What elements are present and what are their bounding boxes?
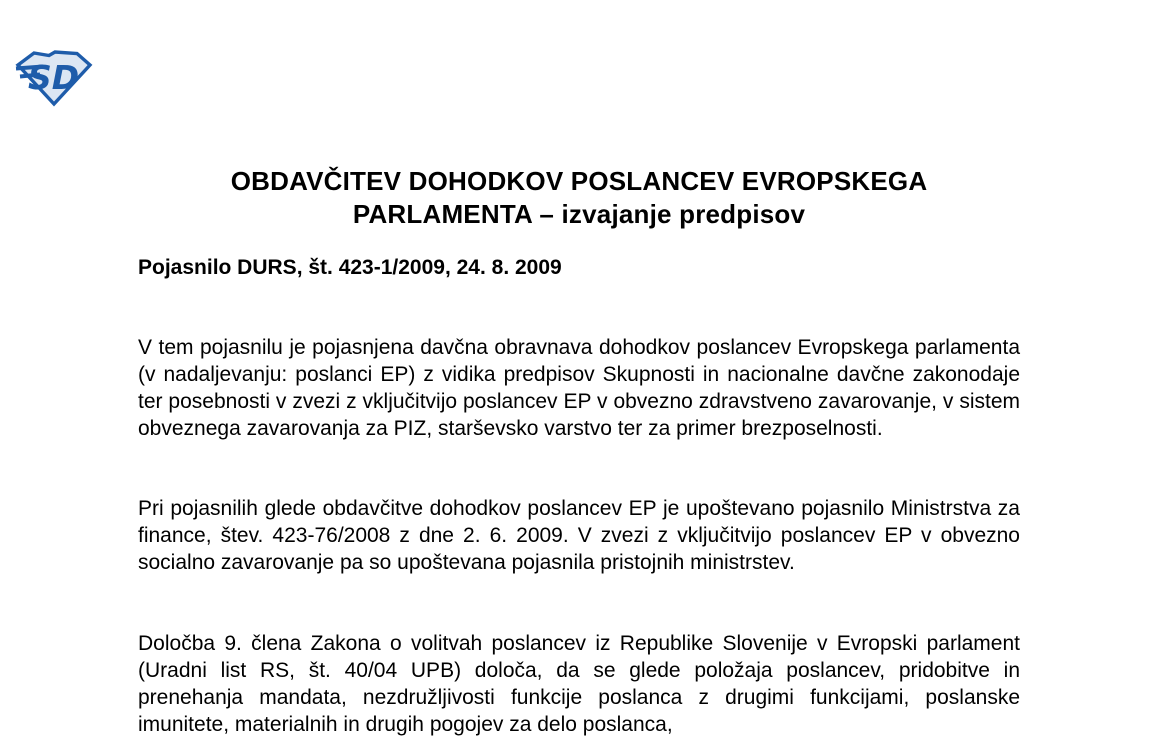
paragraph-sources: Pri pojasnilih glede obdavčitve dohodkov poslancev EP je upoštevano pojasnilo Ministrstva za finance, štev. 423-76/2008 z dne 2. 6. 2009. V zvezi z vključitvijo poslancev EP v obvezno socialno zavarovanje pa so upoštevana pojasnila pristojnih ministrstev. [138, 497, 1020, 574]
logo-letters: SD [28, 58, 80, 97]
paragraph-intro: V tem pojasnilu je pojasnjena davčna obravnava dohodkov poslancev Evropskega parlamenta (v nadaljevanju: poslanci EP) z vidika predpisov Skupnosti in nacionalne davčne zakonodaje ter posebnosti v zvezi z vključitvijo poslancev EP v obvezno zdravstveno zavarovanje, v sistem obveznega zavarovanja za PIZ, starševsko varstvo ter za primer brezposelnosti. [138, 336, 1020, 440]
paragraph-legal-basis: Določba 9. člena Zakona o volitvah poslancev iz Republike Slovenije v Evropski parlament (Uradni list RS, št. 40/04 UPB) določa, da se glede položaja poslancev, pridobitve in prenehanja mandata, nezdružljivosti funkcije poslanca z drugimi funkcijami, poslanske imunitete, materialnih in drugih pogojev za delo poslanca, [138, 632, 1020, 736]
document-title: OBDAVČITEV DOHODKOV POSLANCEV EVROPSKEGA PARLAMENTA – izvajanje predpisov [230, 166, 928, 229]
document-reference: Pojasnilo DURS, št. 423-1/2009, 24. 8. 2009 [138, 256, 562, 279]
sd-logo [13, 47, 95, 108]
sd-diamond-icon [13, 47, 95, 108]
